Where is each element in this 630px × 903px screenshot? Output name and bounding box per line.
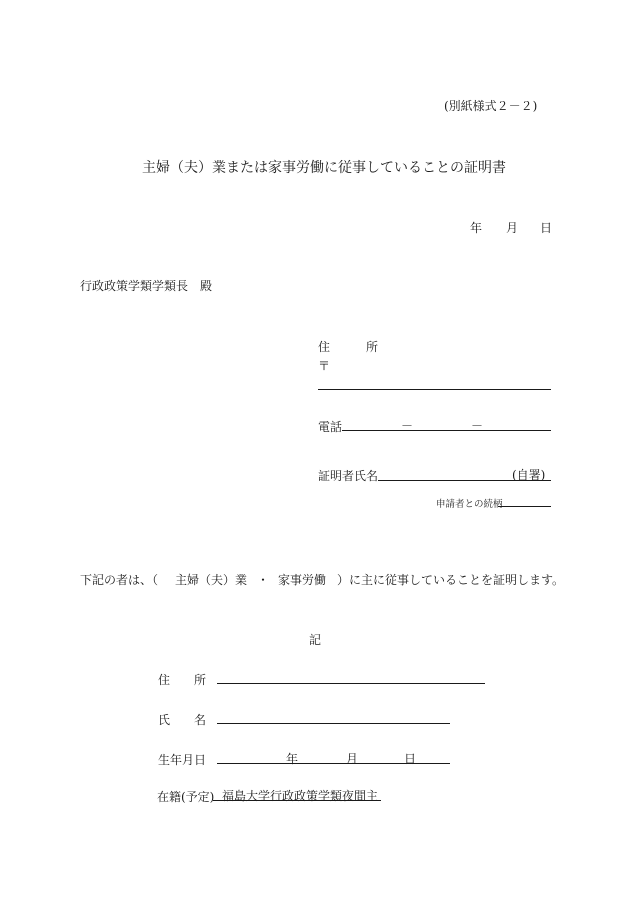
statement-prefix: 下記の者は、（ bbox=[80, 573, 159, 587]
certifier-name-label: 証明者氏名 bbox=[318, 469, 379, 483]
postal-mark: 〒 bbox=[318, 359, 331, 373]
subject-name-label-2: 名 bbox=[194, 713, 207, 727]
enrollment-value: 福島大学行政政策学類夜間主 bbox=[222, 789, 379, 803]
date-month-label: 月 bbox=[506, 221, 519, 235]
phone-separator-1: － bbox=[401, 419, 414, 433]
enrollment-label: 在籍(予定) bbox=[157, 790, 215, 804]
subject-address-line bbox=[217, 683, 485, 684]
form-number: (別紙様式２－２) bbox=[444, 99, 538, 113]
statement-suffix: ）に主に従事していることを証明します。 bbox=[337, 573, 565, 587]
subject-address-label-2: 所 bbox=[194, 673, 207, 687]
date-year-label: 年 bbox=[470, 221, 483, 235]
date-day-label: 日 bbox=[540, 221, 553, 235]
subject-address-label-1: 住 bbox=[158, 673, 171, 687]
birth-month-label: 月 bbox=[346, 752, 359, 766]
certifier-address-label-1: 住 bbox=[318, 340, 331, 354]
phone-line bbox=[342, 430, 551, 431]
phone-label: 電話 bbox=[318, 420, 343, 434]
birth-day-label: 日 bbox=[404, 752, 417, 766]
certifier-address-label-2: 所 bbox=[366, 340, 379, 354]
statement-option-domestic-labor: 家事労働 bbox=[278, 573, 327, 587]
page-title: 主婦（夫）業または家事労働に従事していることの証明書 bbox=[142, 160, 506, 176]
statement-option-housework: 主婦（夫）業 bbox=[175, 573, 248, 587]
addressee: 行政政策学類学類長 殿 bbox=[80, 279, 213, 293]
signature-note: (自署) bbox=[512, 468, 546, 482]
birth-year-label: 年 bbox=[286, 752, 299, 766]
certifier-address-line bbox=[318, 389, 551, 390]
subject-name-label-1: 氏 bbox=[158, 713, 171, 727]
phone-separator-2: － bbox=[471, 419, 484, 433]
ki-heading: 記 bbox=[309, 633, 322, 647]
relation-line bbox=[498, 506, 551, 507]
enrollment-underline bbox=[213, 800, 381, 801]
statement-separator: ・ bbox=[257, 573, 270, 587]
birth-date-label: 生年月日 bbox=[158, 753, 207, 767]
relation-label: 申請者との続柄 bbox=[436, 499, 503, 510]
subject-name-line bbox=[217, 723, 450, 724]
